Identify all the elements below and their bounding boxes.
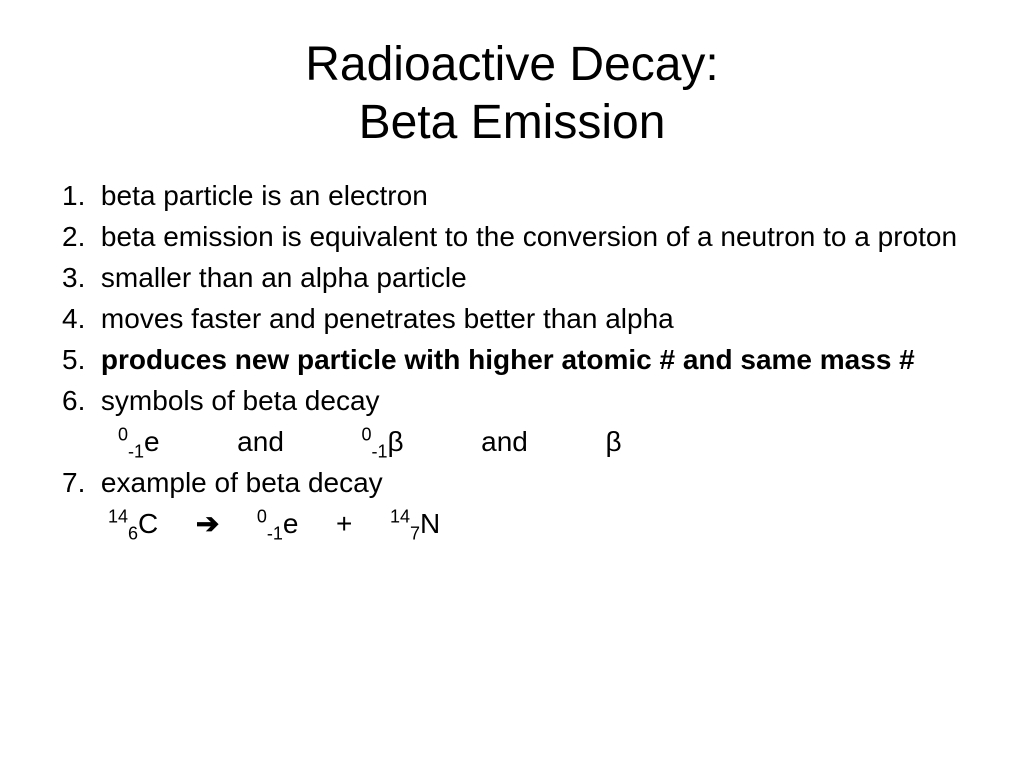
list-item — [62, 180, 962, 212]
list-item — [62, 385, 962, 417]
charge-number: -1 — [266, 523, 283, 544]
nitrogen-nuclide — [389, 506, 441, 544]
list-item — [62, 303, 962, 335]
element-symbol: β — [387, 426, 404, 457]
decay-equation — [62, 506, 962, 544]
item-text: beta particle is an electron — [100, 180, 428, 211]
beta-symbols-row — [62, 424, 962, 462]
list-item — [62, 467, 962, 499]
electron-symbol — [256, 506, 299, 544]
item-text: moves faster and penetrates better than alpha — [100, 303, 674, 334]
item-text: produces new particle with higher atomic # and same mass # — [100, 344, 915, 375]
mass-number: 14 — [108, 506, 129, 527]
carbon-nuclide — [108, 506, 159, 544]
list-item — [62, 262, 962, 294]
item-text: symbols of beta decay — [100, 385, 380, 416]
mass-number: 0 — [361, 424, 372, 445]
atomic-number: 6 — [128, 523, 139, 544]
item-text: smaller than an alpha particle — [100, 262, 467, 293]
element-symbol: C — [138, 508, 159, 539]
electron-symbol — [118, 424, 160, 462]
slide-title — [0, 36, 1024, 152]
bullet-list — [62, 180, 962, 549]
title-line-1: Radioactive Decay: — [305, 38, 719, 91]
item-number: 7. — [62, 467, 86, 498]
item-number: 5. — [62, 344, 86, 375]
atomic-number: 7 — [410, 523, 421, 544]
item-text: example of beta decay — [100, 467, 383, 498]
item-number: 1. — [62, 180, 86, 211]
item-number: 6. — [62, 385, 86, 416]
item-number: 3. — [62, 262, 86, 293]
mass-number: 14 — [389, 506, 410, 527]
item-number: 2. — [62, 221, 86, 252]
element-symbol: N — [420, 508, 441, 539]
charge-number: -1 — [128, 441, 145, 462]
list-item — [62, 221, 962, 253]
and-text: and — [237, 426, 284, 457]
element-symbol: e — [144, 426, 160, 457]
charge-number: -1 — [371, 441, 388, 462]
beta-symbol: β — [605, 426, 622, 457]
mass-number: 0 — [256, 506, 267, 527]
title-line-2: Beta Emission — [358, 96, 666, 149]
beta-full-symbol — [361, 424, 404, 462]
element-symbol: e — [282, 508, 299, 539]
mass-number: 0 — [118, 424, 129, 445]
plus-sign: + — [336, 508, 353, 539]
item-number: 4. — [62, 303, 86, 334]
item-text: beta emission is equivalent to the conversion of a neutron to a proton — [100, 221, 958, 252]
and-text: and — [481, 426, 528, 457]
list-item — [62, 344, 962, 376]
arrow-icon: ➔ — [195, 508, 220, 539]
